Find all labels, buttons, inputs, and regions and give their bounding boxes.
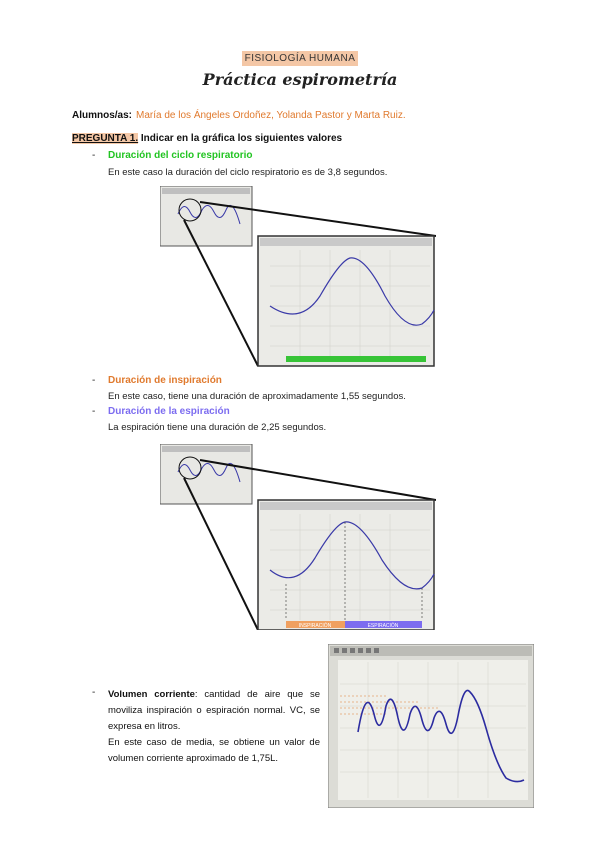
- bullet-dash: -: [92, 687, 96, 698]
- volume-definition: : cantidad de aire que se moviliza inspiración o espiración normal. VC, se expresa en litros.: [108, 689, 321, 732]
- figure-tidal-volume: [328, 644, 534, 808]
- question-number: PREGUNTA 1.: [72, 133, 139, 144]
- cycle-duration-bar: [286, 356, 426, 362]
- bullet-dash: -: [92, 375, 96, 386]
- thumbnail-toolbar: [162, 446, 250, 452]
- figure-cycle-zoom: [160, 186, 436, 368]
- expiration-bar-label: ESPIRACIÓN: [367, 623, 399, 629]
- thumbnail-toolbar: [162, 188, 250, 194]
- bullet-dash: -: [92, 150, 96, 161]
- item-text-cycle: En este caso la duración del ciclo respiratorio es de 3,8 segundos.: [108, 167, 388, 178]
- students-line: [72, 110, 406, 121]
- zoom-toolbar: [260, 238, 432, 246]
- volume-term: Volumen corriente: [108, 689, 195, 700]
- photo-plot-area: [338, 660, 528, 800]
- figure-phases-zoom: [160, 444, 436, 630]
- subject-highlight: FISIOLOGÍA HUMANA: [242, 51, 359, 66]
- question-heading: [72, 133, 342, 144]
- bullet-dash: -: [92, 406, 96, 417]
- thumbnail-frame: [160, 444, 252, 504]
- zoom-frame: [258, 236, 434, 366]
- thumbnail-frame: [160, 186, 252, 246]
- question-text: Indicar en la gráfica los siguientes valores: [138, 133, 343, 144]
- students-names: María de los Ángeles Ordoñez, Yolanda Pastor y Marta Ruiz.: [136, 110, 406, 121]
- subject-title: [0, 48, 600, 66]
- item-heading-expiration: Duración de la espiración: [108, 406, 230, 417]
- item-heading-inspiration: Duración de inspiración: [108, 375, 222, 386]
- zoom-toolbar: [260, 502, 432, 510]
- item-text-inspiration: En este caso, tiene una duración de aproximadamente 1,55 segundos.: [108, 391, 406, 402]
- volume-paragraph: [108, 687, 320, 767]
- inspiration-bar-label: INSPIRACIÓN: [298, 623, 332, 629]
- students-label: Alumnos/as:: [72, 110, 133, 121]
- zoom-frame: [258, 500, 434, 630]
- item-text-expiration: La espiración tiene una duración de 2,25 segundos.: [108, 422, 327, 433]
- item-heading-cycle: Duración del ciclo respiratorio: [108, 150, 253, 161]
- document-title: Práctica espirometría: [202, 70, 398, 89]
- volume-result: En este caso de media, se obtiene un valor de volumen corriente aproximado de 1,75L.: [108, 737, 320, 764]
